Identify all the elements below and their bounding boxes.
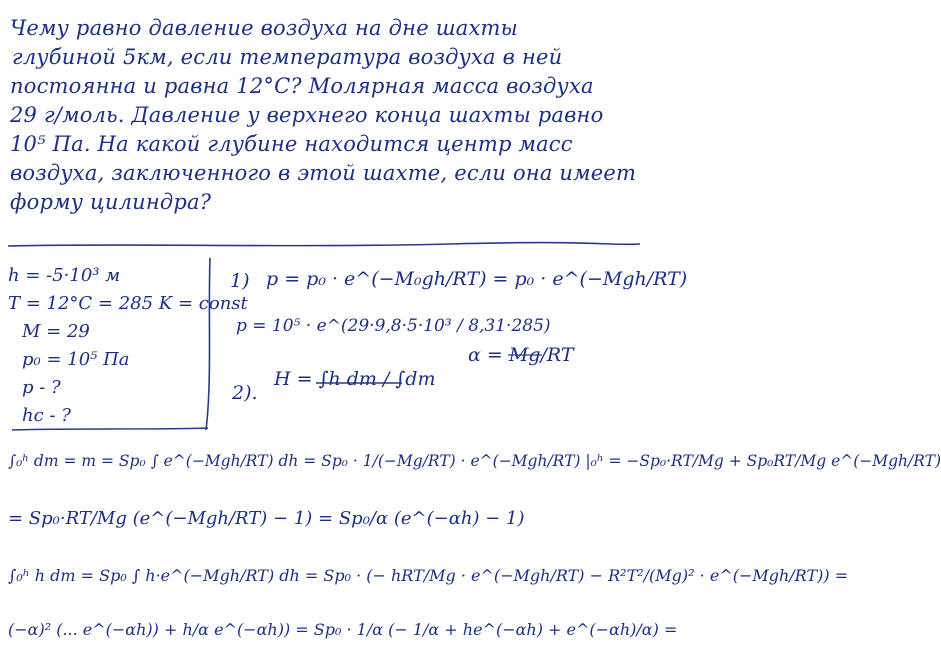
problem-line: воздуха, заключенного в этой шахте, если она имеет xyxy=(10,161,637,185)
given-unknown-hc: hc - ? xyxy=(22,405,71,426)
derivation-line-4: (−α)² (... e^(−αh)) + h/α e^(−αh)) = Sp₀ · 1/α (− 1/α + he^(−αh) + e^(−αh)/α) = xyxy=(8,620,678,639)
given-temperature: T = 12°C = 285 K = const xyxy=(8,293,248,314)
problem-line: глубиной 5км, если температура воздуха в ней xyxy=(12,45,563,69)
derivation-line-2: = Sp₀·RT/Mg (e^(−Mgh/RT) − 1) = Sp₀/α (e^(−αh) − 1) xyxy=(8,508,525,529)
given-pressure: p₀ = 10⁵ Па xyxy=(22,349,130,370)
problem-line: Чему равно давление воздуха на дне шахты xyxy=(10,16,518,40)
given-molar-mass: M = 29 xyxy=(22,321,90,342)
problem-line: постоянна и равна 12°С? Молярная масса воздуха xyxy=(10,74,594,98)
step1-formula: p = p₀ · e^(−M₀gh/RT) = p₀ · e^(−Mgh/RT) xyxy=(266,268,688,290)
derivation-line-1: ∫₀ʰ dm = m = Sp₀ ∫ e^(−Mgh/RT) dh = Sp₀ · 1/(−Mg/RT) · e^(−Mgh/RT) |₀ʰ = −Sp₀·RT/Mg + Sp₀RT/Mg e^(−Mgh/RT) xyxy=(8,452,941,470)
given-depth: h = -5·10³ м xyxy=(8,265,121,286)
step2-formula: H = ∫h dm / ∫dm xyxy=(274,368,436,390)
problem-line: форму цилиндра? xyxy=(10,190,212,214)
given-unknown-p: p - ? xyxy=(22,377,61,398)
separator-line xyxy=(8,243,640,246)
problem-line: 10⁵ Па. На какой глубине находится центр масс xyxy=(10,132,573,156)
step1-label: 1) xyxy=(230,270,250,292)
problem-line: 29 г/моль. Давление у верхнего конца шахты равно xyxy=(10,103,604,127)
step1-calculation: p = 10⁵ · e^(29·9,8·5·10³ / 8,31·285) xyxy=(236,316,551,336)
step2-label: 2). xyxy=(232,382,258,404)
alpha-definition: α = Mg/RT xyxy=(468,344,574,366)
given-block xyxy=(8,262,248,430)
derivation-line-3: ∫₀ʰ h dm = Sp₀ ∫ h·e^(−Mgh/RT) dh = Sp₀ · (− hRT/Mg · e^(−Mgh/RT) − R²T²/(Mg)² · e^(−Mgh/RT)) = xyxy=(8,566,849,585)
